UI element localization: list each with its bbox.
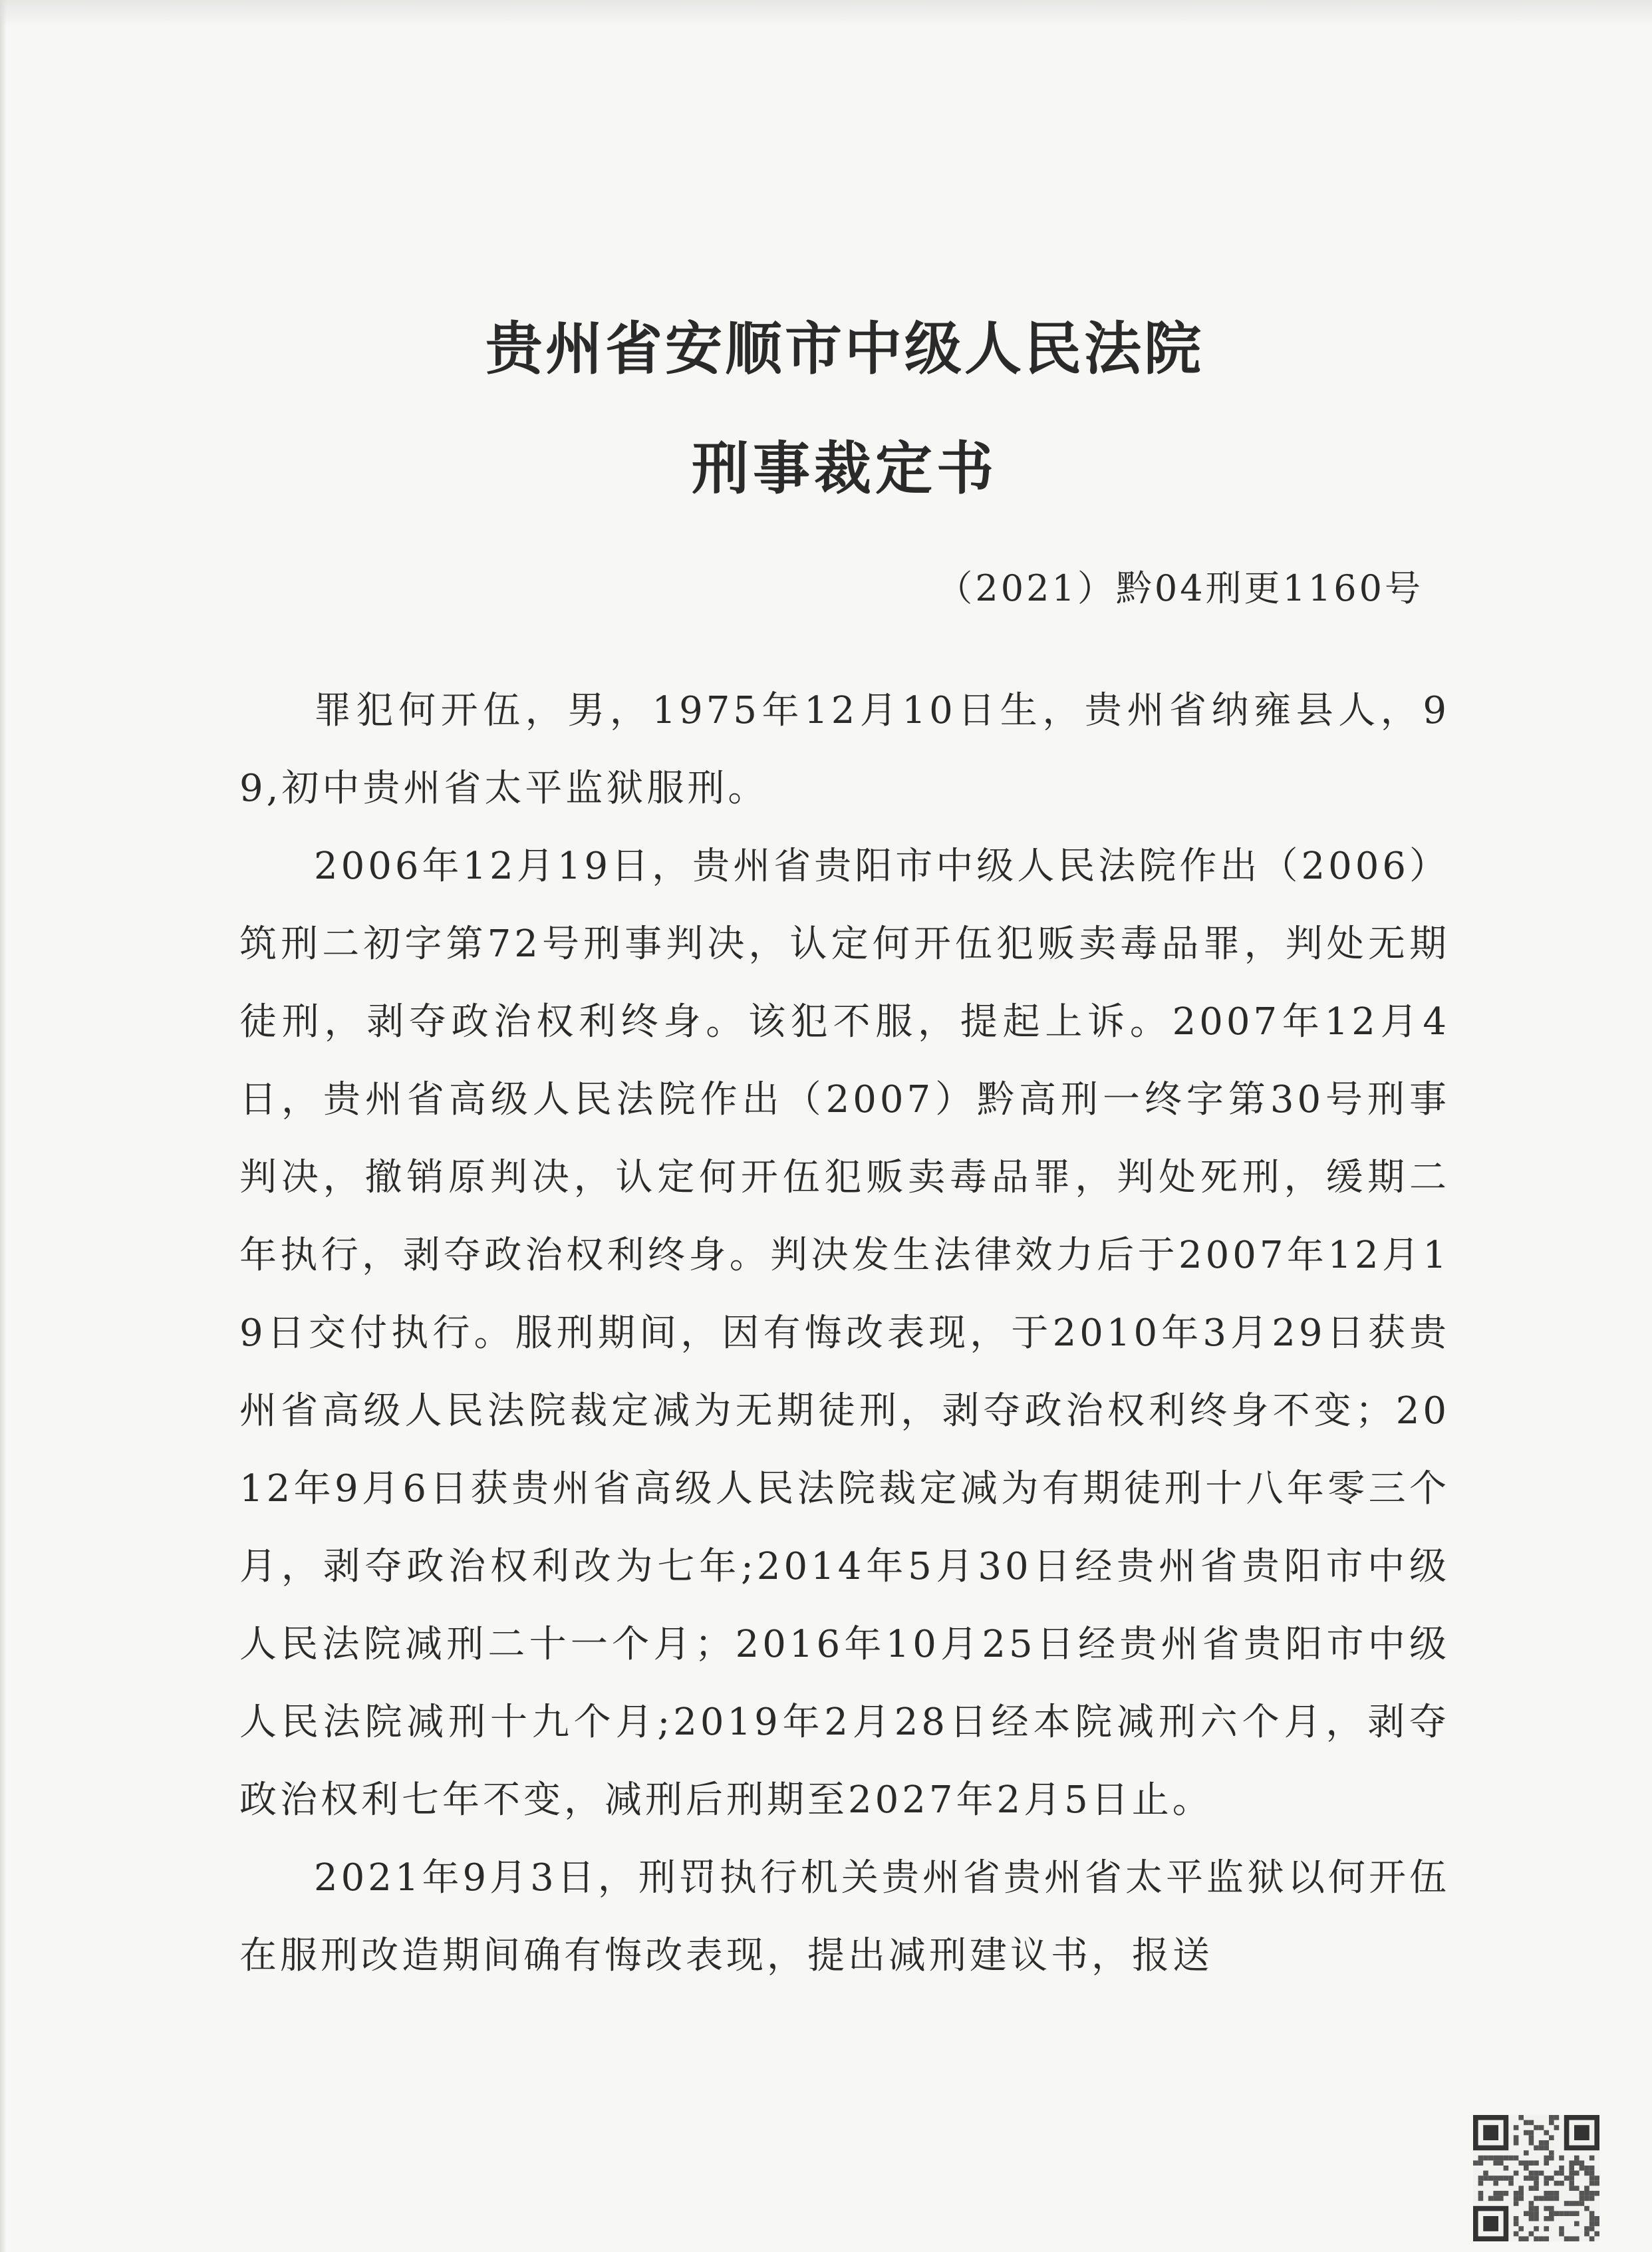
qr-code-icon	[1473, 2115, 1599, 2241]
paragraph-defendant-info: 罪犯何开伍，男，1975年12月10日生，贵州省纳雍县人，99,初中贵州省太平监狱服刑。	[239, 689, 1450, 810]
document-type-title: 刑事裁定书	[692, 435, 998, 502]
scan-shadow-left	[0, 0, 7, 2252]
court-name-title: 贵州省安顺市中级人民法院	[485, 315, 1204, 382]
document-body	[239, 672, 1450, 1995]
case-number: （2021）黔04刑更1160号	[936, 567, 1423, 609]
paragraph-commutation-proposal: 2021年9月3日，刑罚执行机关贵州省贵州省太平监狱以何开伍在服刑改造期间确有悔改表现，提出减刑建议书，报送	[239, 1856, 1450, 1977]
document-page	[239, 0, 1450, 2252]
paragraph-sentence-history: 2006年12月19日，贵州省贵阳市中级人民法院作出（2006）筑刑二初字第72号刑事判决，认定何开伍犯贩卖毒品罪，判处无期徒刑，剥夺政治权利终身。该犯不服，提起上诉。2007年12月4日，贵州省高级人民法院作出（2007）黔高刑一终字第30号刑事判决，撤销原判决，认定何开伍犯贩卖毒品罪，判处死刑，缓期二年执行，剥夺政治权利终身。判决发生法律效力后于2007年12月19日交付执行。服刑期间，因有悔改表现，于2010年3月29日获贵州省高级人民法院裁定减为无期徒刑，剥夺政治权利终身不变；2012年9月6日获贵州省高级人民法院裁定减为有期徒刑十八年零三个月，剥夺政治权利改为七年;2014年5月30日经贵州省贵阳市中级人民法院减刑二十一个月；2016年10月25日经贵州省贵阳市中级人民法院减刑十九个月;2019年2月28日经本院减刑六个月，剥夺政治权利七年不变，减刑后刑期至2027年2月5日止。	[239, 845, 1450, 1822]
